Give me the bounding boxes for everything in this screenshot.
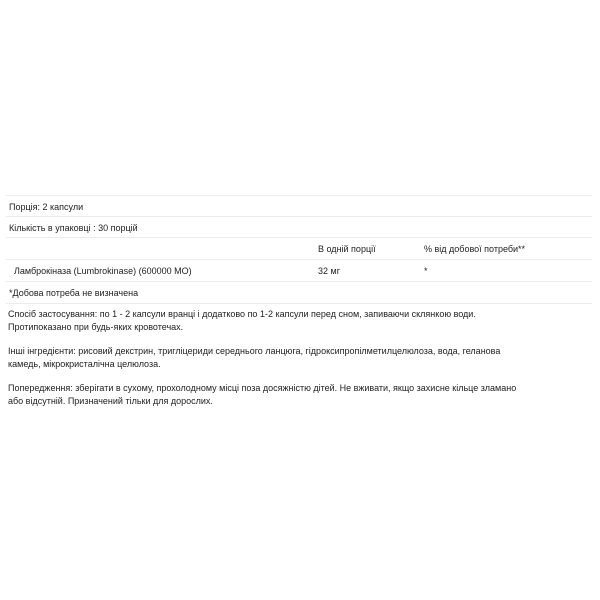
- serving-row: [6, 195, 592, 217]
- header-daily-value: % від добової потреби**: [424, 244, 526, 254]
- ingredients-line: Інші інгредієнти: рисовий декстрин, тригліцериди середнього ланцюга, гідроксипропілметилцелюлоза, вода, геланова: [8, 346, 501, 356]
- warning-line: або відсутній. Призначений тільки для дорослих.: [8, 396, 213, 406]
- warning-line: Попередження: зберігати в сухому, прохолодному місці поза досяжністю дітей. Не вживати, якщо захисне кільце зламано: [8, 383, 517, 393]
- other-ingredients-paragraph: [8, 345, 592, 371]
- footnote: *Добова потреба не визначена: [9, 288, 139, 298]
- warning-paragraph: [8, 382, 592, 408]
- ingredient-amount: 32 мг: [318, 266, 340, 276]
- usage-line: Протипоказано при будь-яких кровотечах.: [8, 322, 184, 332]
- ingredient-name: Ламброкіназа (Lumbrokinase) (600000 МО): [14, 266, 192, 276]
- serving-size: Порція: 2 капсули: [9, 202, 84, 212]
- table-header-row: [6, 237, 592, 259]
- usage-line: Спосіб застосування: по 1 - 2 капсули вранці і додатково по 1-2 капсули перед сном, запиваючи склянкою води.: [8, 309, 476, 319]
- ingredient-daily-value: *: [424, 266, 428, 276]
- footnote-row: [6, 281, 592, 304]
- header-per-serving: В одній порції: [318, 244, 376, 254]
- servings-per-container-row: [6, 216, 592, 238]
- table-row: [6, 259, 592, 281]
- usage-paragraph: [8, 308, 592, 334]
- servings-per-container: Кількість в упаковці : 30 порцій: [9, 223, 138, 233]
- ingredients-line: камедь, мікрокристалічна целюлоза.: [8, 359, 161, 369]
